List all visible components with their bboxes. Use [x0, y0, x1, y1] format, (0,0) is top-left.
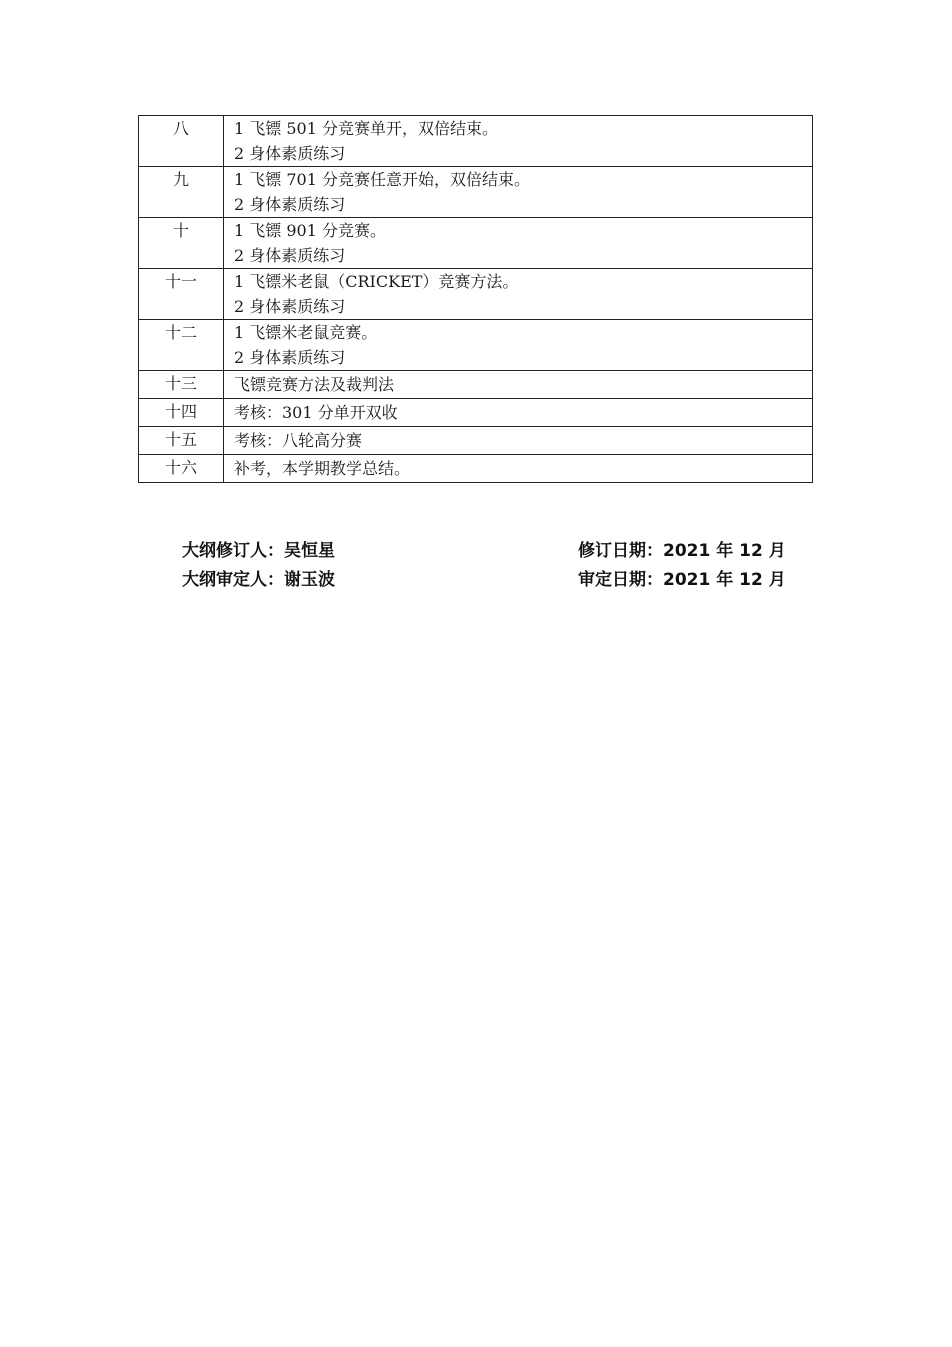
content-line: 2 身体素质练习 [234, 144, 346, 163]
content-line: 补考，本学期教学总结。 [234, 459, 411, 478]
approval-date: 审定日期：2021 年 12 月 [578, 570, 786, 590]
content-cell [224, 320, 813, 371]
week-cell: 十五 [139, 427, 224, 455]
content-line: 1 飞镖 701 分竞赛任意开始，双倍结束。 [234, 170, 530, 189]
content-line: 1 飞镖 501 分竞赛单开，双倍结束。 [234, 119, 498, 138]
week-cell: 十四 [139, 399, 224, 427]
week-cell: 十 [139, 218, 224, 269]
table-row [139, 371, 813, 399]
week-cell: 九 [139, 167, 224, 218]
table-row [139, 116, 813, 167]
table-row [139, 455, 813, 483]
week-cell: 十二 [139, 320, 224, 371]
content-line: 考核：301 分单开双收 [234, 403, 398, 422]
content-line: 考核：八轮高分赛 [234, 431, 363, 450]
content-cell [224, 371, 813, 399]
syllabus-reviser: 大纲修订人：吴恒星 [182, 541, 335, 561]
week-cell: 八 [139, 116, 224, 167]
content-line: 1 飞镖米老鼠竞赛。 [234, 323, 378, 342]
content-line: 2 身体素质练习 [234, 348, 346, 367]
content-cell [224, 455, 813, 483]
week-cell: 十三 [139, 371, 224, 399]
table-row [139, 427, 813, 455]
content-line: 1 飞镖米老鼠（CRICKET）竞赛方法。 [234, 272, 519, 291]
syllabus-approver: 大纲审定人：谢玉波 [182, 570, 335, 590]
content-cell [224, 427, 813, 455]
table-row [139, 269, 813, 320]
content-cell [224, 116, 813, 167]
teaching-schedule-table [138, 115, 813, 483]
content-line: 飞镖竞赛方法及裁判法 [234, 375, 395, 394]
content-line: 2 身体素质练习 [234, 297, 346, 316]
content-line: 2 身体素质练习 [234, 246, 346, 265]
table-row [139, 167, 813, 218]
week-cell: 十六 [139, 455, 224, 483]
table-row [139, 218, 813, 269]
table-row [139, 320, 813, 371]
content-line: 2 身体素质练习 [234, 195, 346, 214]
content-cell [224, 399, 813, 427]
table-row [139, 399, 813, 427]
content-cell [224, 218, 813, 269]
content-cell [224, 269, 813, 320]
content-line: 1 飞镖 901 分竞赛。 [234, 221, 386, 240]
content-cell [224, 167, 813, 218]
week-cell: 十一 [139, 269, 224, 320]
revision-date: 修订日期：2021 年 12 月 [578, 541, 786, 561]
